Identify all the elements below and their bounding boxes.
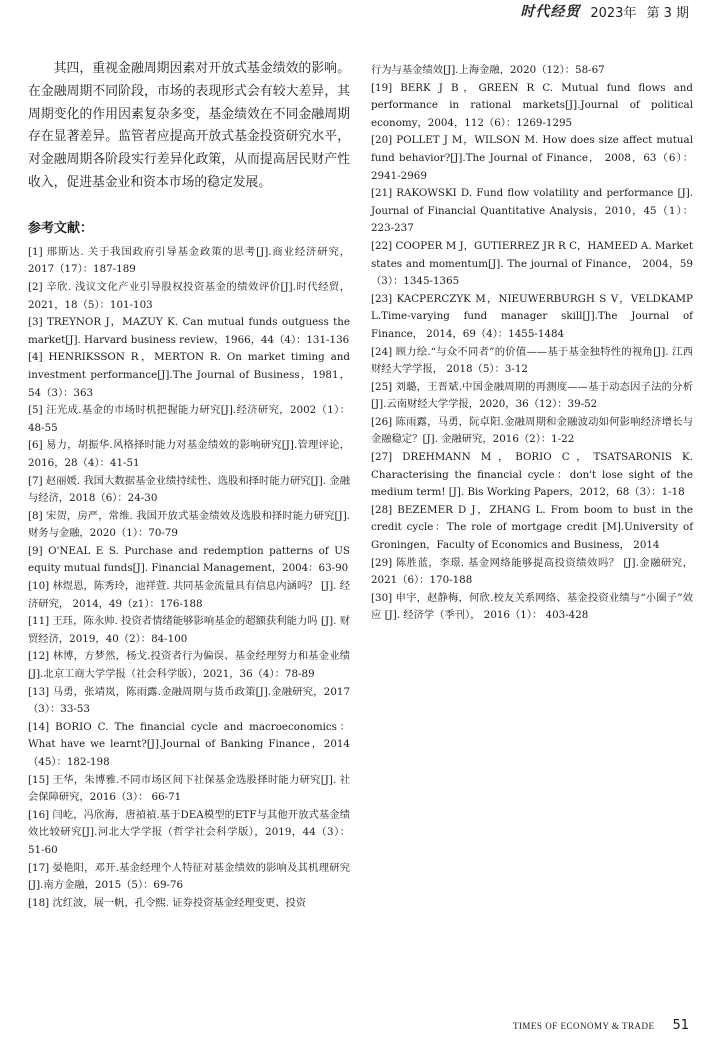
header-issue: 第 3 期: [646, 5, 689, 21]
left-column: [28, 58, 350, 912]
reference-entry: [10] 林煜恩，陈秀玲，池祥萱. 共同基金流量具有信息内涵吗？ [J]. 经济研究， 2014，49（z1）：176-188: [28, 580, 350, 610]
reference-entry: [8] 宋贺，房严，常维. 我国开放式基金绩效及选股和择时能力研究[J]. 财务与金融，2020（1）：70-79: [28, 509, 350, 540]
body-paragraph: 其四，重视金融周期因素对开放式基金绩效的影响。在金融周期不同阶段，市场的表现形式会有较大差异，其周期变化的作用因素复杂多变，基金绩效在不同金融周期存在显著差异。监管者应提高开放式基金投资研究水平，对金融周期各阶段实行差异化政策，从而提高居民财产性收入，促进基金业和资本市场的稳定发展。: [28, 61, 350, 190]
page-footer: [513, 1018, 689, 1033]
reference-entry: [6] 易力，胡振华.风格择时能力对基金绩效的影响研究[J].管理评论，2016，28（4）：41-51: [28, 439, 350, 469]
reference-entry: [22] COOPER M J，GUTIERREZ JR R C，HAMEED A. Market states and momentum[J]. The journal of Finance， 2004，59（3）：1345-1365: [371, 239, 693, 288]
reference-entry: [5] 汪光成.基金的市场时机把握能力研究[J].经济研究，2002（1）：48-55: [28, 404, 350, 434]
reference-entry: [13] 马勇，张靖岚，陈雨露.金融周期与货币政策[J].金融研究，2017（3）：33-53: [28, 685, 350, 716]
reference-entry: [18] 沈红波，展一帆，孔令熙. 证券投资基金经理变更、投资: [28, 896, 307, 909]
reference-entry: [9] O'NEAL E S. Purchase and redemption patterns of US equity mutual funds[J]. Financial Management，2004：63-90: [28, 544, 350, 575]
journal-brand: 时代经贸: [520, 4, 581, 20]
reference-entry: [15] 王华，朱博雅.不同市场区间下社保基金选股择时能力研究[J]. 社会保障研究，2016（3）： 66-71: [28, 773, 350, 804]
reference-entry: [21] RAKOWSKI D. Fund flow volatility and performance [J]. Journal of Financial Quantitative Analysis，2010，45（1）：223-237: [371, 187, 693, 235]
reference-entry: [7] 赵丽媛. 我国大数据基金业绩持续性、选股和择时能力研究[J]. 金融与经济，2018（6）：24-30: [28, 474, 350, 505]
reference-entry: [23] KACPERCZYK M，NIEUWERBURGH S V，VELDKAMP L.Time-varying fund manager skill[J].The Journal of Finance， 2014，69（4）：1455-1484: [371, 292, 693, 340]
reference-entry: [24] 顾力绘.“与众不同者”的价值——基于基金独特性的视角[J]. 江西财经大学学报， 2018（5）：3-12: [371, 345, 693, 376]
reference-entry: [30] 申宇，赵静梅，何欣.校友关系网络、基金投资业绩与“小圈子”效应 [J]. 经济学（季刊）， 2016（1）： 403-428: [371, 591, 693, 622]
reference-entry: [16] 闫屹，冯欣海，唐禎禎.基于DEA模型的ETF与其他开放式基金绩效比较研究[J].河北大学学报（哲学社会科学版），2019，44（3）：51-60: [28, 808, 350, 856]
reference-entry: [11] 王珏，陈永帅. 投资者情绪能够影响基金的超额获利能力吗 [J]. 财贸经济，2019，40（2）：84-100: [28, 615, 350, 645]
page-number: 51: [672, 1018, 689, 1033]
reference-entry: [1] 邢斯达. 关于我国政府引导基金政策的思考[J].商业经济研究，2017（17）：187-189: [28, 245, 350, 276]
reference-entry: [26] 陈雨露，马勇，阮卓阳.金融周期和金融波动如何影响经济增长与金融稳定？[J]. 金融研究，2016（2）：1-22: [371, 415, 693, 446]
reference-entry: [25] 刘璐，王晋斌.中国金融周期的再测度——基于动态因子法的分析 [J].云南财经大学学报，2020，36（12）：39-52: [371, 380, 693, 411]
header-year: 2023年: [590, 5, 637, 21]
reference-entry: [4] HENRIKSSON R，MERTON R. On market timing and investment performance[J].The Journal of Business，1981，54（3）：363: [28, 351, 350, 399]
reference-entry: [19] BERK J B，GREEN R C. Mutual fund flows and performance in rational markets[J].Journal of political economy，2004，112（6）：1269-1295: [371, 81, 693, 129]
reference-entry: [3] TREYNOR J，MAZUY K. Can mutual funds outguess the market[J]. Harvard business review，1966，44（4）：131-136: [28, 316, 350, 346]
reference-entry: [29] 陈胜蓝，李璟. 基金网络能够提高投资绩效吗？ [J].金融研究， 2021（6）：170-188: [371, 556, 693, 587]
references-title: 参考文献：: [28, 220, 94, 236]
footer-journal-name: TIMES OF ECONOMY & TRADE: [512, 1021, 655, 1031]
reference-entry: 行为与基金绩效[J].上海金融，2020（12）：58-67: [371, 64, 605, 76]
reference-entry: [14] BORIO C. The financial cycle and macroeconomics：What have we learnt?[J].Journal of Banking Finance，2014（45）：182-198: [28, 720, 350, 768]
right-column: [371, 62, 693, 625]
reference-entry: [12] 林博，方梦然，杨戈.投资者行为偏误、基金经理努力和基金业绩[J].北京工商大学学报（社会科学版），2021，36（4）：78-89: [28, 650, 350, 681]
reference-entry: [27] DREHMANN M，BORIO C，TSATSARONIS K. Characterising the financial cycle：don't lose sight of the medium term! [J]. Bis Working Papers，2012，68（3）：1-18: [371, 451, 693, 499]
reference-entry: [17] 晏艳阳，邓开.基金经理个人特征对基金绩效的影响及其机理研究 [J].南方金融，2015（5）：69-76: [28, 861, 350, 892]
page-header: [0, 0, 709, 22]
reference-entry: [28] BEZEMER D J，ZHANG L. From boom to bust in the credit cycle：The role of mortgage credit [M].University of Groningen，Faculty of Economics and Business， 2014: [371, 503, 693, 552]
reference-entry: [20] POLLET J M，WILSON M. How does size affect mutual fund behavior?[J].The Journal of Finance， 2008，63（6）：2941-2969: [371, 134, 693, 182]
reference-entry: [2] 辛欣. 浅议文化产业引导股权投资基金的绩效评价[J].时代经贸，2021，18（5）：101-103: [28, 280, 350, 311]
references-list-left: [28, 244, 350, 913]
references-list-right: [371, 62, 693, 625]
